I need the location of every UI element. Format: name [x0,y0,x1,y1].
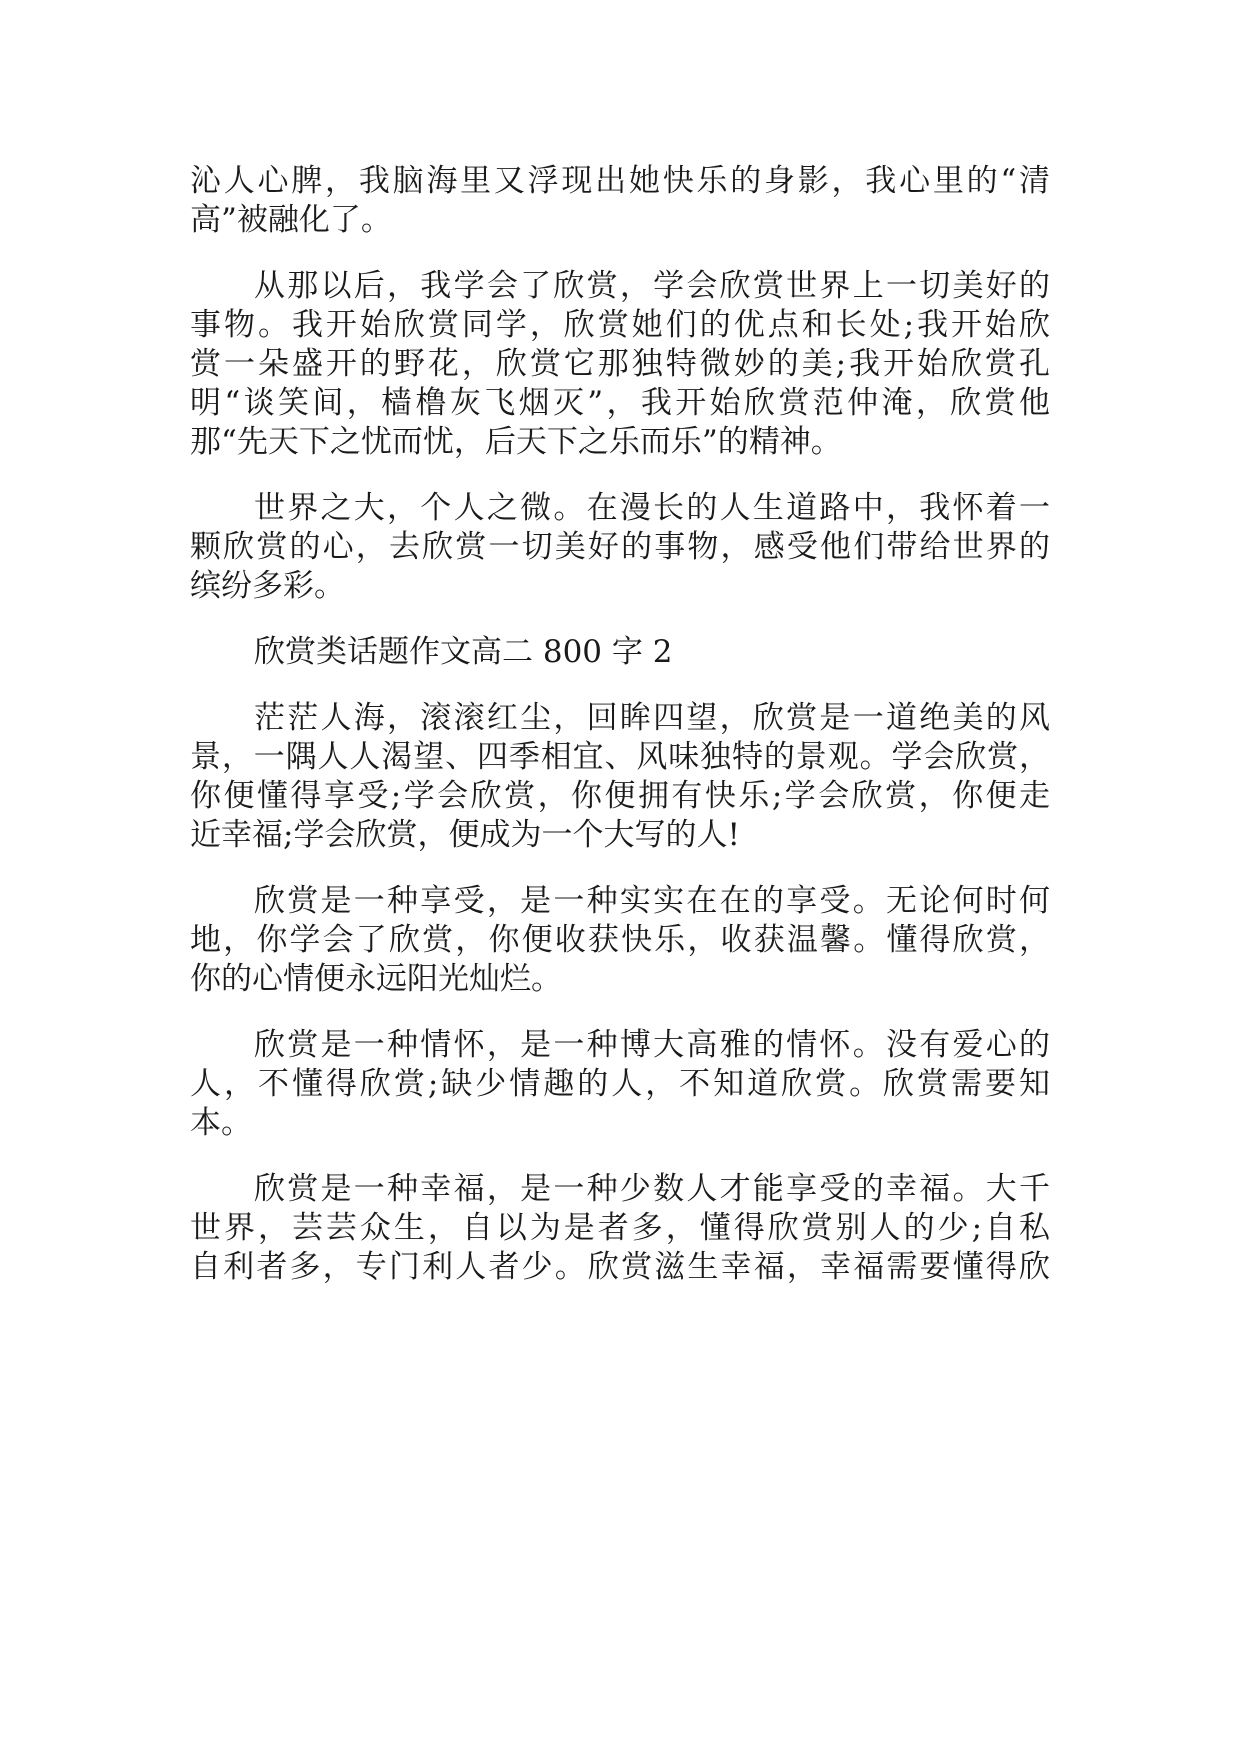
paragraph [190,699,1050,855]
text-line: 事物。我开始欣赏同学，欣赏她们的优点和长处;我开始欣 [190,307,1050,343]
paragraph-spacing [190,240,1050,267]
section-heading [190,633,1050,672]
paragraph [190,882,1050,999]
paragraph [190,1170,1050,1287]
text-line: 欣赏是一种享受，是一种实实在在的享受。无论何时何 [254,883,1050,919]
text-line: 世界之大，个人之微。在漫长的人生道路中，我怀着一 [254,490,1050,526]
paragraph-spacing [190,1143,1050,1170]
text-line: 自利者多，专门利人者少。欣赏滋生幸福，幸福需要懂得欣 [190,1249,1050,1285]
text-line: 近幸福;学会欣赏，便成为一个大写的人! [190,817,740,853]
heading-text: 欣赏类话题作文高二 800 字 2 [254,634,673,670]
text-line: 颗欣赏的心，去欣赏一切美好的事物，感受他们带给世界的 [190,529,1050,565]
text-line: 明“谈笑间，樯橹灰飞烟灭”，我开始欣赏范仲淹，欣赏他 [190,385,1050,421]
text-line: 茫茫人海，滚滚红尘，回眸四望，欣赏是一道绝美的风 [254,700,1050,736]
text-line: 沁人心脾，我脑海里又浮现出她快乐的身影，我心里的“清 [190,163,1050,199]
paragraph [190,267,1050,462]
paragraph [190,162,1050,240]
text-line: 赏一朵盛开的野花，欣赏它那独特微妙的美;我开始欣赏孔 [190,346,1050,382]
text-line: 欣赏是一种幸福，是一种少数人才能享受的幸福。大千 [254,1171,1050,1207]
text-line: 地，你学会了欣赏，你便收获快乐，收获温馨。懂得欣赏， [190,922,1050,958]
paragraph-spacing [190,999,1050,1026]
paragraph [190,1026,1050,1143]
text-line: 你便懂得享受;学会欣赏，你便拥有快乐;学会欣赏，你便走 [190,778,1050,814]
text-line: 世界，芸芸众生，自以为是者多，懂得欣赏别人的少;自私 [190,1210,1050,1246]
paragraph-spacing [190,672,1050,699]
text-line: 你的心情便永远阳光灿烂。 [190,961,562,997]
text-line: 人，不懂得欣赏;缺少情趣的人，不知道欣赏。欣赏需要知 [190,1066,1050,1102]
text-line: 欣赏是一种情怀，是一种博大高雅的情怀。没有爱心的 [254,1027,1050,1063]
text-line: 本。 [190,1105,252,1141]
text-line: 高”被融化了。 [190,202,392,238]
text-line: 那“先天下之忧而忧，后天下之乐而乐”的精神。 [190,424,842,460]
text-line: 景，一隅人人渴望、四季相宜、风味独特的景观。学会欣赏， [190,739,1050,775]
paragraph-spacing [190,462,1050,489]
text-line: 缤纷多彩。 [190,568,345,604]
paragraph-spacing [190,606,1050,633]
essay-body [190,162,1050,1287]
paragraph [190,489,1050,606]
paragraph-spacing [190,855,1050,882]
text-line: 从那以后，我学会了欣赏，学会欣赏世界上一切美好的 [254,268,1050,304]
